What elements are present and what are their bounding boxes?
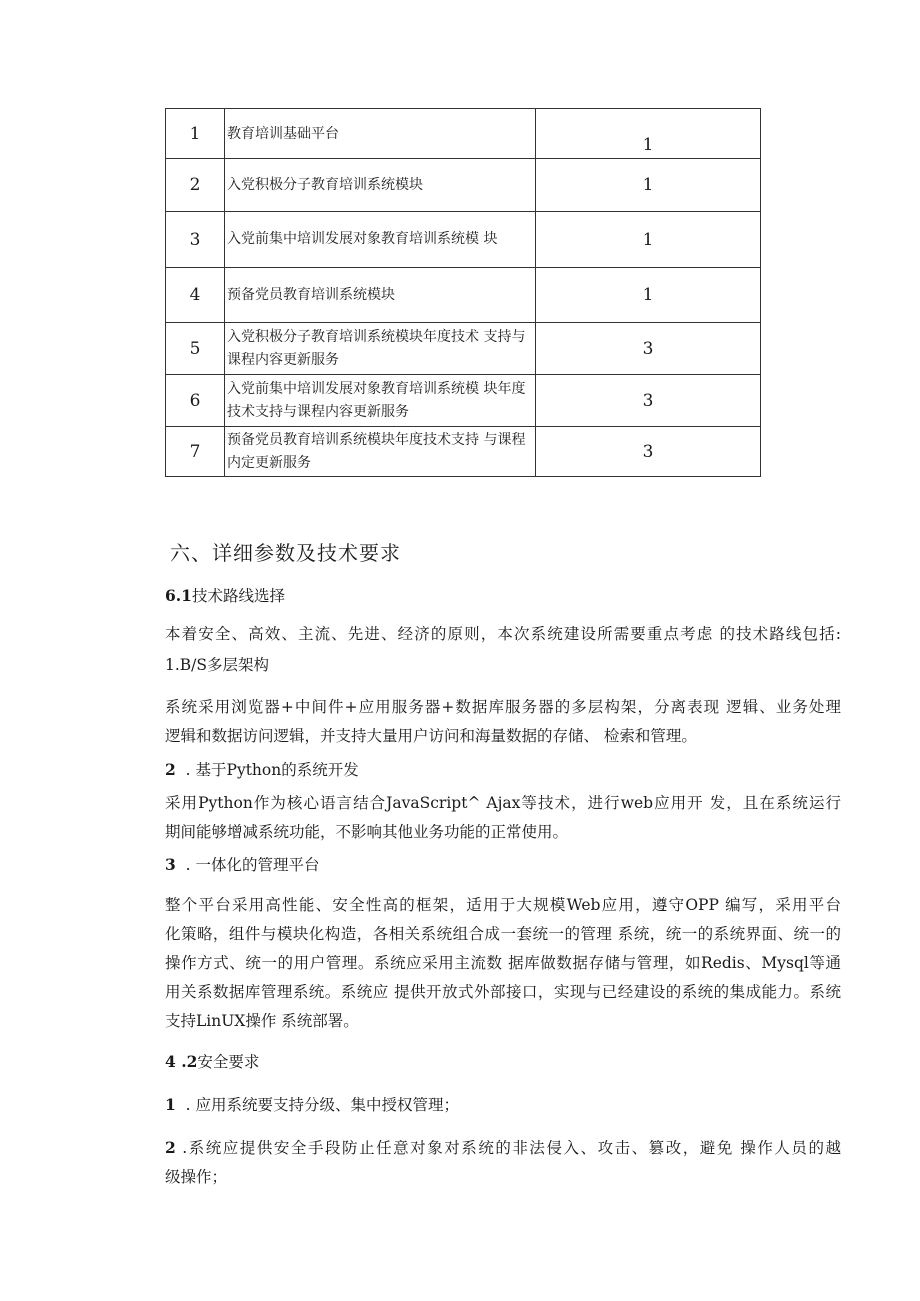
item3-title-row bbox=[165, 850, 320, 880]
security-item-2-text: .系统应提供安全手段防止任意对象对系统的非法侵入、攻击、篡改，避免 操作人员的越 bbox=[175, 1139, 841, 1157]
item2-paragraph bbox=[165, 789, 841, 847]
row-module-name: 预备党员教育培训系统模块年度技术支持 与课程内定更新服务 bbox=[225, 427, 536, 477]
item2-line-2: 期间能够增减系统功能，不影响其他业务功能的正常使用。 bbox=[165, 823, 569, 841]
row-module-name: 入党积极分子教育培训系统模块年度技术 支持与课程内容更新服务 bbox=[225, 323, 536, 375]
security-item-2 bbox=[165, 1133, 841, 1192]
subsection-6-1-heading bbox=[165, 581, 285, 611]
row-number: 1 bbox=[166, 109, 225, 159]
row-number: 5 bbox=[166, 323, 225, 375]
row-number: 4 bbox=[166, 268, 225, 323]
table-row bbox=[166, 323, 761, 375]
row-module-name: 预备党员教育培训系统模块 bbox=[225, 268, 536, 323]
row-module-name: 入党积极分子教育培训系统模块 bbox=[225, 159, 536, 212]
table-row bbox=[166, 109, 761, 159]
item3-line-4: 用关系数据库管理系统。系统应 提供开放式外部接口，实现与已经建设的系统的集成能力。系统 bbox=[165, 983, 841, 1001]
table-row bbox=[166, 427, 761, 477]
subsection-number: 4 bbox=[165, 1052, 176, 1071]
item2-number: 2 bbox=[165, 760, 176, 779]
table-row bbox=[166, 375, 761, 427]
table-row bbox=[166, 268, 761, 323]
item3-line-2: 化策略，组件与模块化构造，各相关系统组合成一套统一的管理 系统，统一的系统界面、统一的 bbox=[165, 925, 841, 943]
subsection-title: 技术路线选择 bbox=[191, 587, 285, 605]
security-item-1-text: . 应用系统要支持分级、集中授权管理； bbox=[185, 1096, 460, 1114]
intro-line: 本着安全、高效、主流、先进、经济的原则，本次系统建设所需要重点考虑 的技术路线包括: bbox=[165, 625, 841, 643]
row-number: 3 bbox=[166, 212, 225, 268]
item1-line-1: 系统采用浏览器+中间件+应用服务器+数据库服务器的多层构架，分离表现 逻辑、业务处理 bbox=[165, 698, 841, 716]
row-number: 2 bbox=[166, 159, 225, 212]
item1-line-2: 逻辑和数据访问逻辑，并支持大量用户访问和海量数据的存储、 检索和管理。 bbox=[165, 727, 697, 745]
item3-line-3: 操作方式、统一的用户管理。系统应采用主流数 据库做数据存储与管理，如Redis、Mysql等通 bbox=[165, 954, 841, 972]
item3-title: . 一体化的管理平台 bbox=[185, 856, 320, 874]
item1-title: 1.B/S多层架构 bbox=[165, 656, 270, 674]
subsection-sub-number: .2 bbox=[175, 1052, 198, 1071]
row-quantity: 3 bbox=[536, 323, 761, 375]
item2-title: . 基于Python的系统开发 bbox=[185, 761, 359, 779]
row-number: 6 bbox=[166, 375, 225, 427]
security-item-2-line-2: 级操作； bbox=[165, 1168, 228, 1186]
item3-line-1: 整个平台采用高性能、安全性高的框架，适用于大规模Web应用，遵守OPP 编写，采用平台 bbox=[165, 896, 841, 914]
row-quantity: 3 bbox=[536, 375, 761, 427]
row-module-name: 入党前集中培训发展对象教育培训系统模 块 bbox=[225, 212, 536, 268]
row-module-name: 教育培训基础平台 bbox=[225, 109, 536, 159]
item3-paragraph bbox=[165, 891, 841, 1036]
item3-number: 3 bbox=[165, 855, 176, 874]
item1-paragraph bbox=[165, 693, 841, 751]
security-item-2-number: 2 bbox=[165, 1138, 176, 1157]
item2-line-1: 采用Python作为核心语言结合JavaScript^ Ajax等技术，进行web应用开 发，且在系统运行 bbox=[165, 794, 841, 812]
row-quantity: 1 bbox=[536, 268, 761, 323]
intro-paragraph bbox=[165, 620, 841, 649]
module-table bbox=[165, 108, 761, 477]
security-item-1-number: 1 bbox=[165, 1095, 176, 1114]
row-number: 7 bbox=[166, 427, 225, 477]
security-item-2-line-1 bbox=[165, 1133, 841, 1163]
item2-title-row bbox=[165, 755, 359, 785]
section-heading: 六、详细参数及技术要求 bbox=[170, 541, 401, 565]
security-item-1 bbox=[165, 1090, 459, 1120]
subsection-title: 安全要求 bbox=[197, 1053, 260, 1071]
item3-line-5: 支持LinUX操作 系统部署。 bbox=[165, 1012, 359, 1030]
row-quantity: 3 bbox=[536, 427, 761, 477]
row-quantity: 1 bbox=[536, 212, 761, 268]
subsection-4-2-heading bbox=[165, 1047, 259, 1077]
table-row bbox=[166, 159, 761, 212]
subsection-number: 6.1 bbox=[165, 586, 192, 605]
row-module-name: 入党前集中培训发展对象教育培训系统模 块年度技术支持与课程内容更新服务 bbox=[225, 375, 536, 427]
table-row bbox=[166, 212, 761, 268]
row-quantity: 1 bbox=[536, 109, 761, 159]
row-quantity: 1 bbox=[536, 159, 761, 212]
